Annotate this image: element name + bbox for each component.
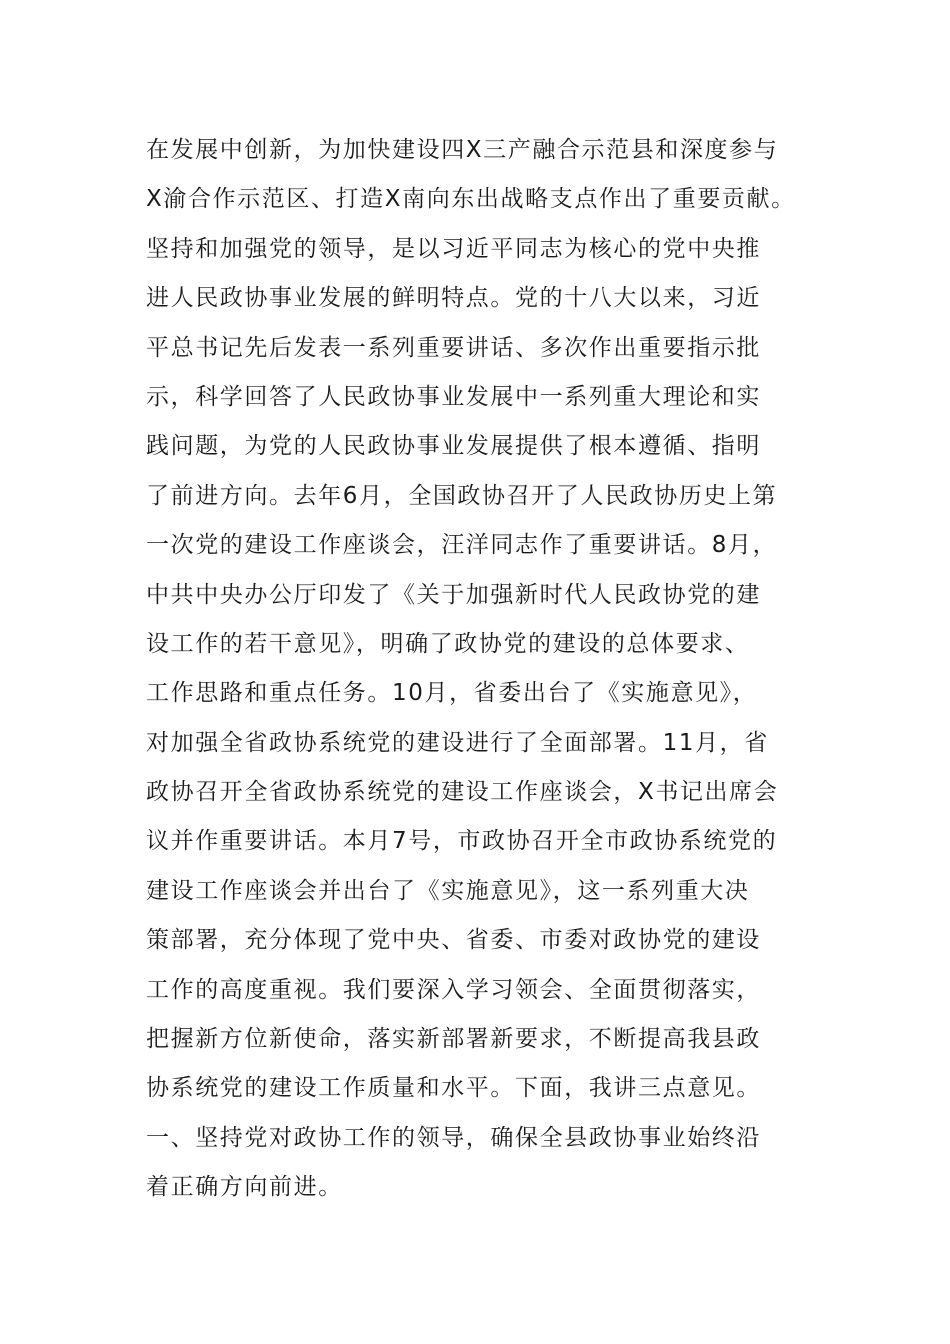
text-line: 坚持和加强党的领导，是以习近平同志为核心的党中央推 xyxy=(146,235,761,262)
text-line: 了前进方向。去年6月，全国政协召开了人民政协历史上第 xyxy=(146,482,778,509)
text-line: 一次党的建设工作座谈会，汪洋同志作了重要讲话。8月， xyxy=(146,532,778,559)
text-line: 议并作重要讲话。本月7号，市政协召开全市政协系统党的 xyxy=(146,828,778,855)
text-line: 平总书记先后发表一系列重要讲话、多次作出重要指示批 xyxy=(146,334,761,361)
text-line: 示，科学回答了人民政协事业发展中一系列重大理论和实 xyxy=(146,383,761,410)
text-line: 对加强全省政协系统党的建设进行了全面部署。11月，省 xyxy=(146,729,769,756)
text-line: 工作的高度重视。我们要深入学习领会、全面贯彻落实， xyxy=(146,976,761,1003)
section-heading-line: 着正确方向前进。 xyxy=(146,1174,343,1201)
body-text xyxy=(146,126,826,1213)
text-line: 践问题，为党的人民政协事业发展提供了根本遵循、指明 xyxy=(146,433,761,460)
text-line: 设工作的若干意见》，明确了政协党的建设的总体要求、 xyxy=(146,630,750,657)
text-line: X渝合作示范区、打造X南向东出战略支点作出了重要贡献。 xyxy=(146,186,796,213)
text-line: 协系统党的建设工作质量和水平。下面，我讲三点意见。 xyxy=(146,1075,761,1102)
text-line: 工作思路和重点任务。10月，省委出台了《实施意见》， xyxy=(146,680,758,707)
text-line: 把握新方位新使命，落实新部署新要求，不断提高我县政 xyxy=(146,1026,761,1053)
text-line: 政协召开全省政协系统党的建设工作座谈会，X书记出席会 xyxy=(146,779,779,806)
text-line: 中共中央办公厅印发了《关于加强新时代人民政协党的建 xyxy=(146,581,761,608)
text-line: 在发展中创新，为加快建设四X三产融合示范县和深度参与 xyxy=(146,137,779,163)
section-heading-line: 一、坚持党对政协工作的领导，确保全县政协事业始终沿 xyxy=(146,1124,761,1151)
text-line: 策部署，充分体现了党中央、省委、市委对政协党的建设 xyxy=(146,927,761,954)
text-line: 进人民政协事业发展的鲜明特点。党的十八大以来，习近 xyxy=(146,285,761,312)
text-line: 建设工作座谈会并出台了《实施意见》，这一系列重大决 xyxy=(146,877,750,904)
